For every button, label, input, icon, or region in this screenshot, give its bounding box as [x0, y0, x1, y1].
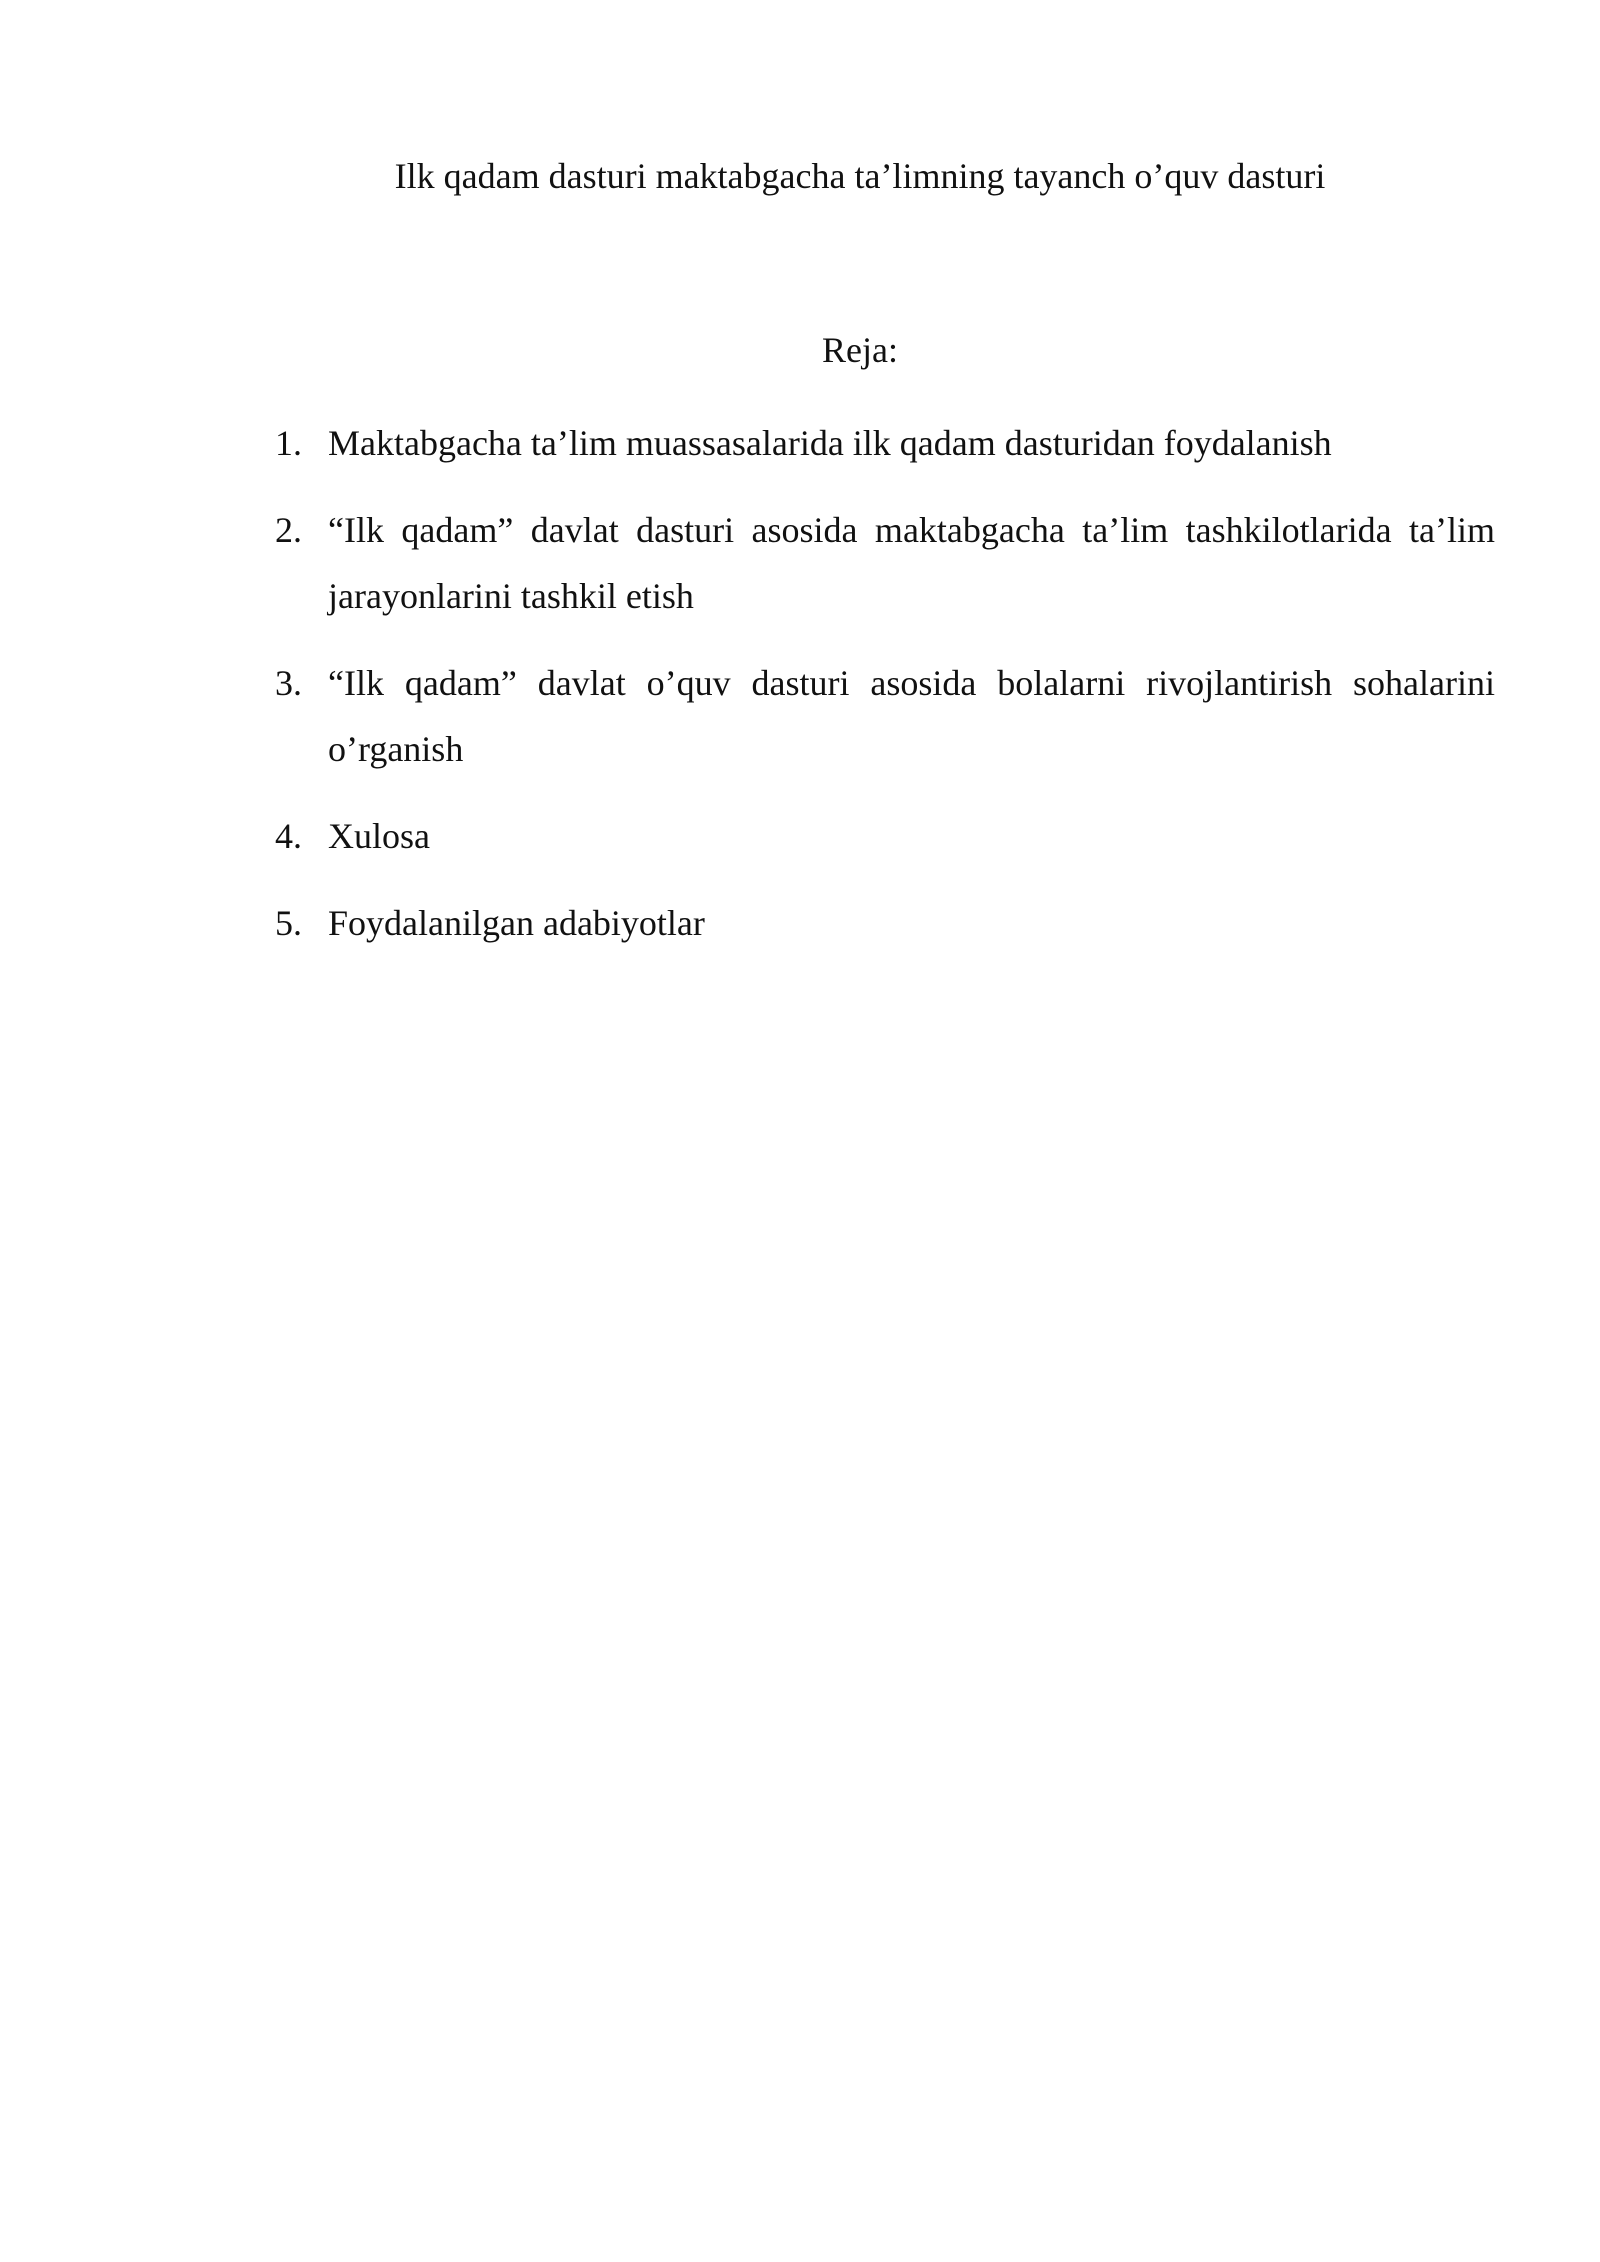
plan-item-text: “Ilk qadam” davlat dasturi asosida maktabgacha ta’lim tashkilotlarida ta’lim jarayonlarini tashkil etish: [328, 510, 1495, 616]
plan-item-number: 1.: [275, 423, 302, 463]
plan-item-text: Xulosa: [328, 816, 430, 856]
plan-item-number: 2.: [275, 510, 302, 550]
plan-item-text: Foydalanilgan adabiyotlar: [328, 903, 705, 943]
plan-item-text: “Ilk qadam” davlat o’quv dasturi asosida bolalarni rivojlantirish sohalarini o’rganish: [328, 663, 1495, 769]
document-title: Ilk qadam dasturi maktabgacha ta’limning tayanch o’quv dasturi: [394, 156, 1326, 196]
plan-item-2: [275, 497, 1495, 629]
plan-heading: Reja:: [822, 330, 898, 370]
plan-item-5: [275, 890, 1495, 956]
plan-item-text: Maktabgacha ta’lim muassasalarida ilk qadam dasturidan foydalanish: [328, 423, 1332, 463]
plan-item-number: 3.: [275, 663, 302, 703]
plan-item-4: [275, 803, 1495, 869]
plan-item-1: [275, 410, 1495, 476]
plan-item-number: 4.: [275, 816, 302, 856]
plan-item-3: [275, 650, 1495, 782]
plan-list: [275, 410, 1495, 977]
plan-item-number: 5.: [275, 903, 302, 943]
